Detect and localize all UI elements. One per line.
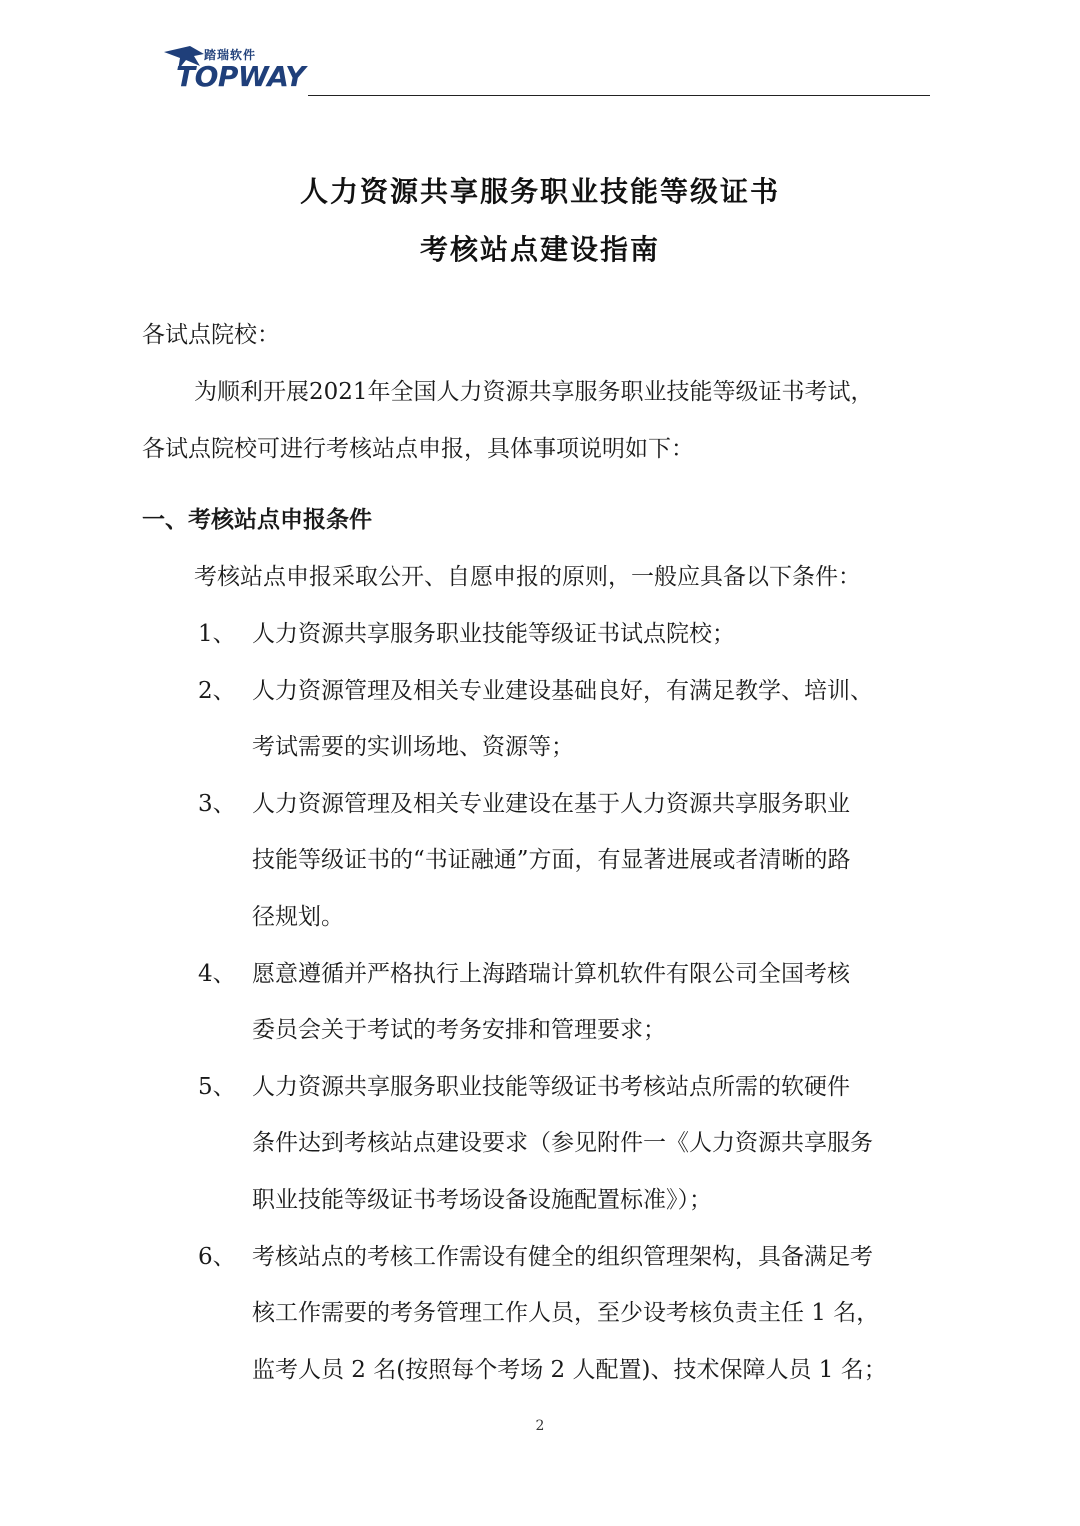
item-line: 条件达到考核站点建设要求（参见附件一《人力资源共享服务	[252, 1130, 873, 1156]
item-line: 人力资源管理及相关专业建设在基于人力资源共享服务职业	[252, 791, 850, 817]
item-number: 4、	[198, 961, 236, 987]
item-number: 6、	[198, 1244, 236, 1270]
logo-english-text: TOPWAY	[176, 60, 306, 93]
document-title-line2: 考核站点建设指南	[419, 233, 660, 266]
salutation: 各试点院校：	[142, 322, 280, 348]
item-line: 技能等级证书的“书证融通”方面，有显著进展或者清晰的路	[252, 847, 851, 873]
section-heading: 一、考核站点申报条件	[142, 506, 372, 533]
header-rule	[308, 95, 930, 96]
section-lead: 考核站点申报采取公开、自愿申报的原则，一般应具备以下条件：	[194, 564, 861, 590]
document-title-line1: 人力资源共享服务职业技能等级证书	[299, 175, 780, 208]
item-line: 径规划。	[252, 904, 344, 930]
item-number: 1、	[198, 621, 236, 647]
item-line: 核工作需要的考务管理工作人员，至少设考核负责主任 1 名，	[252, 1300, 880, 1326]
page-number: 2	[535, 1418, 545, 1434]
item-number: 3、	[198, 791, 236, 817]
intro-line1: 为顺利开展2021年全国人力资源共享服务职业技能等级证书考试，	[194, 379, 874, 405]
item-line: 考试需要的实训场地、资源等；	[252, 734, 574, 760]
item-line: 考核站点的考核工作需设有健全的组织管理架构，具备满足考	[252, 1244, 873, 1270]
item-line: 人力资源管理及相关专业建设基础良好，有满足教学、培训、	[252, 678, 873, 704]
item-number: 2、	[198, 678, 236, 704]
intro-line2: 各试点院校可进行考核站点申报，具体事项说明如下：	[142, 436, 694, 462]
item-number: 5、	[198, 1074, 236, 1100]
item-line: 愿意遵循并严格执行上海踏瑞计算机软件有限公司全国考核	[252, 961, 850, 987]
item-line: 委员会关于考试的考务安排和管理要求；	[252, 1017, 666, 1043]
item-line: 人力资源共享服务职业技能等级证书试点院校；	[252, 621, 735, 647]
item-line: 人力资源共享服务职业技能等级证书考核站点所需的软硬件	[252, 1074, 850, 1100]
item-line: 监考人员 2 名(按照每个考场 2 人配置)、技术保障人员 1 名；	[252, 1357, 887, 1383]
item-line: 职业技能等级证书考场设备设施配置标准》）；	[252, 1187, 712, 1213]
logo-chinese-text: 踏瑞软件	[204, 48, 257, 62]
